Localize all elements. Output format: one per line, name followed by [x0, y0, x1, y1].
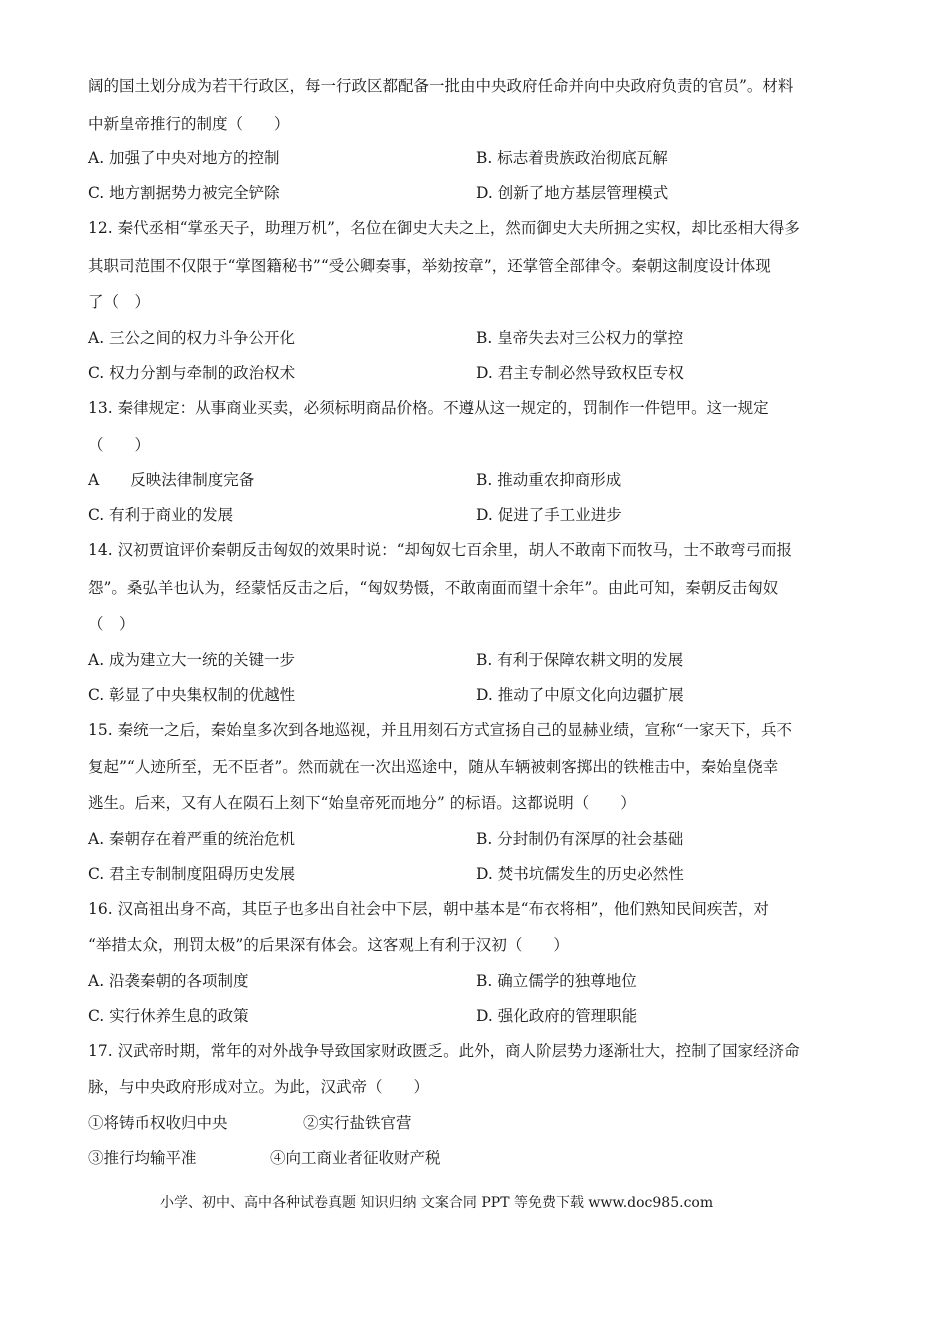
option-d: D. 创新了地方基层管理模式 [476, 184, 669, 202]
question-15-text: 复起”“人迹所至，无不臣者”。然而就在一次出巡途中，随从车辆被刺客掷出的铁椎击中，秦始皇侥幸 [88, 758, 779, 776]
option-a: A. 沿袭秦朝的各项制度 [88, 972, 249, 990]
option-b: B. 确立儒学的独尊地位 [476, 972, 637, 990]
option-d: D. 强化政府的管理职能 [476, 1007, 638, 1025]
option-c: C. 地方割据势力被完全铲除 [88, 184, 280, 202]
option-b: B. 有利于保障农耕文明的发展 [476, 651, 684, 669]
question-text: 阔的国土划分成为若干行政区，每一行政区都配备一批由中央政府任命并向中央政府负责的官员”。材料 [88, 77, 794, 95]
option-c: C. 权力分割与牵制的政治权术 [88, 364, 296, 382]
question-12-text: 其职司范围不仅限于“掌图籍秘书”“受公卿奏事，举劾按章”，还掌管全部律令。秦朝这制度设计体现 [88, 257, 771, 275]
question-13-text: （ ） [88, 436, 151, 454]
option-a: A. 三公之间的权力斗争公开化 [88, 329, 296, 347]
statement-4: ④向工商业者征收财产税 [270, 1149, 441, 1167]
statement-3: ③推行均输平准 [88, 1149, 197, 1167]
statement-2: ②实行盐铁官营 [303, 1114, 412, 1132]
question-17-text: 17. 汉武帝时期，常年的对外战争导致国家财政匮乏。此外，商人阶层势力逐渐壮大，控制了国家经济命 [88, 1042, 800, 1060]
question-14-text: 14. 汉初贾谊评价秦朝反击匈奴的效果时说：“却匈奴七百余里，胡人不敢南下而牧马，士不敢弯弓而报 [88, 541, 793, 559]
page-footer: 小学、初中、高中各种试卷真题 知识归纳 文案合同 PPT 等免费下载 www.doc985.com [160, 1195, 714, 1211]
option-c: C. 彰显了中央集权制的优越性 [88, 686, 296, 704]
option-d: D. 焚书坑儒发生的历史必然性 [476, 865, 684, 883]
question-14-text: （ ） [88, 615, 135, 633]
option-c: C. 实行休养生息的政策 [88, 1007, 249, 1025]
question-14-text: 怨”。桑弘羊也认为，经蒙恬反击之后，“匈奴势慑，不敢南面而望十余年”。由此可知，秦朝反击匈奴 [88, 579, 779, 597]
option-d: D. 推动了中原文化向边疆扩展 [476, 686, 684, 704]
option-a: A. 成为建立大一统的关键一步 [88, 651, 296, 669]
option-b: B. 分封制仍有深厚的社会基础 [476, 830, 684, 848]
statement-1: ①将铸币权收归中央 [88, 1114, 228, 1132]
question-13-text: 13. 秦律规定：从事商业买卖，必须标明商品价格。不遵从这一规定的，罚制作一件铠甲。这一规定 [88, 399, 769, 417]
question-15-text: 15. 秦统一之后，秦始皇多次到各地巡视，并且用刻石方式宣扬自己的显赫业绩，宣称“一家天下，兵不 [88, 721, 793, 739]
question-text: 中新皇帝推行的制度（ ） [88, 115, 290, 133]
question-12-text: 12. 秦代丞相“掌丞天子，助理万机”，名位在御史大夫之上，然而御史大夫所拥之实权，却比丞相大得多 [88, 219, 800, 237]
option-a: A. 秦朝存在着严重的统治危机 [88, 830, 296, 848]
option-b: B. 推动重农抑商形成 [476, 471, 622, 489]
option-d: D. 君主专制必然导致权臣专权 [476, 364, 684, 382]
option-a: A 反映法律制度完备 [88, 471, 255, 489]
option-c: C. 有利于商业的发展 [88, 506, 234, 524]
question-17-text: 脉，与中央政府形成对立。为此，汉武帝（ ） [88, 1078, 430, 1096]
question-15-text: 逃生。后来，又有人在陨石上刻下“始皇帝死而地分” 的标语。这都说明（ ） [88, 794, 636, 812]
option-b: B. 皇帝失去对三公权力的掌控 [476, 329, 684, 347]
question-16-text: “举措太众，刑罚太极”的后果深有体会。这客观上有利于汉初（ ） [88, 936, 569, 954]
option-c: C. 君主专制制度阻碍历史发展 [88, 865, 296, 883]
question-16-text: 16. 汉高祖出身不高，其臣子也多出自社会中下层，朝中基本是“布衣将相”，他们熟知民间疾苦，对 [88, 900, 769, 918]
option-d: D. 促进了手工业进步 [476, 506, 622, 524]
question-12-text: 了（ ） [88, 293, 151, 311]
option-a: A. 加强了中央对地方的控制 [88, 149, 280, 167]
option-b: B. 标志着贵族政治彻底瓦解 [476, 149, 668, 167]
